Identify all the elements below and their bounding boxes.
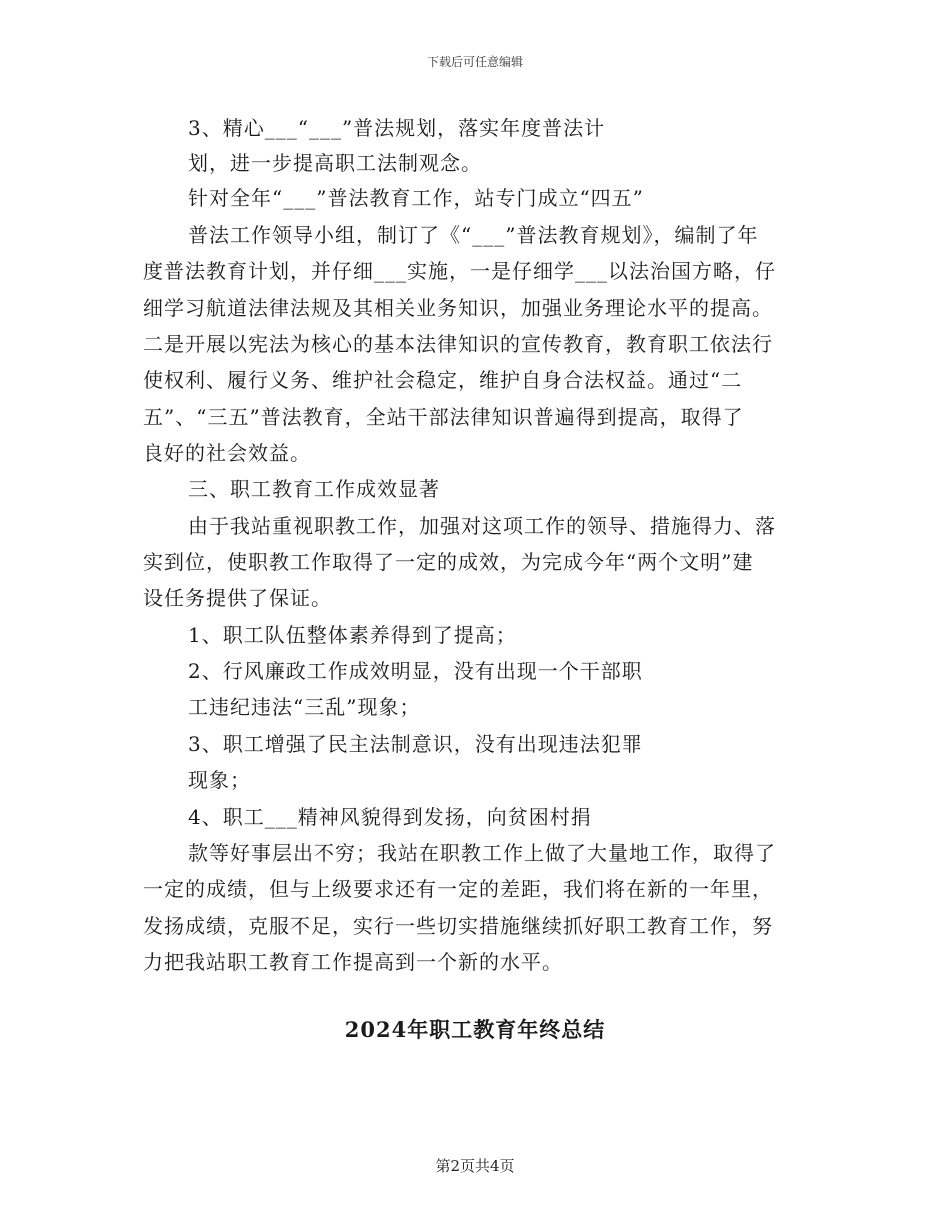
text-line: 划，进一步提高职工法制观念。 — [188, 151, 482, 175]
text-line: 发扬成绩，克服不足，实行一些切实措施继续抓好职工教育工作，努 — [143, 914, 773, 938]
page-number: 第2页共4页 — [435, 1157, 515, 1175]
header-note: 下载后可任意编辑 — [426, 55, 523, 69]
text-line: 实到位，使职教工作取得了一定的成效，为完成今年“两个文明”建 — [143, 550, 754, 574]
text-line: 由于我站重视职教工作，加强对这项工作的领导、措施得力、落 — [188, 514, 776, 538]
text-line: 细学习航道法律法规及其相关业务知识，加强业务理论水平的提高。 — [143, 296, 773, 320]
text-line: 五”、“三五”普法教育，全站干部法律知识普遍得到提高，取得了 — [143, 405, 744, 429]
text-line: 3、精心___“___”普法规划，落实年度普法计 — [188, 116, 606, 140]
text-line: 普法工作领导小组，制订了《“___”普法教育规划》，编制了年 — [188, 223, 759, 247]
text-line: 良好的社会效益。 — [143, 441, 311, 465]
text-line: 款等好事层出不穷；我站在职教工作上做了大量地工作，取得了 — [188, 841, 776, 865]
list-item: 3、职工增强了民主法制意识，没有出现违法犯罪 — [188, 732, 643, 756]
list-item: 4、职工___精神风貌得到发扬，向贫困村捐 — [188, 805, 592, 829]
text-line: 现象； — [188, 768, 251, 792]
text-line: 设任务提供了保证。 — [143, 586, 332, 610]
text-line: 使权利、履行义务、维护社会稳定，维护自身合法权益。通过“二 — [143, 368, 743, 392]
list-item: 1、职工队伍整体素养得到了提高； — [188, 623, 517, 647]
section-heading: 三、职工教育工作成效显著 — [188, 477, 440, 501]
text-line: 针对全年“___”普法教育工作，站专门成立“四五” — [188, 186, 644, 210]
text-line: 二是开展以宪法为核心的基本法律知识的宣传教育，教育职工依法行 — [143, 332, 773, 356]
list-item: 2、行风廉政工作成效明显，没有出现一个干部职 — [188, 659, 643, 683]
text-line: 工违纪违法“三乱”现象； — [188, 695, 421, 719]
text-line: 力把我站职工教育工作提高到一个新的水平。 — [143, 950, 563, 974]
text-line: 度普法教育计划，并仔细___实施，一是仔细学___以法治国方略，仔 — [143, 259, 776, 283]
text-line: 一定的成绩，但与上级要求还有一定的差距，我们将在新的一年里， — [143, 877, 773, 901]
section-title: 2024年职工教育年终总结 — [344, 1017, 606, 1042]
